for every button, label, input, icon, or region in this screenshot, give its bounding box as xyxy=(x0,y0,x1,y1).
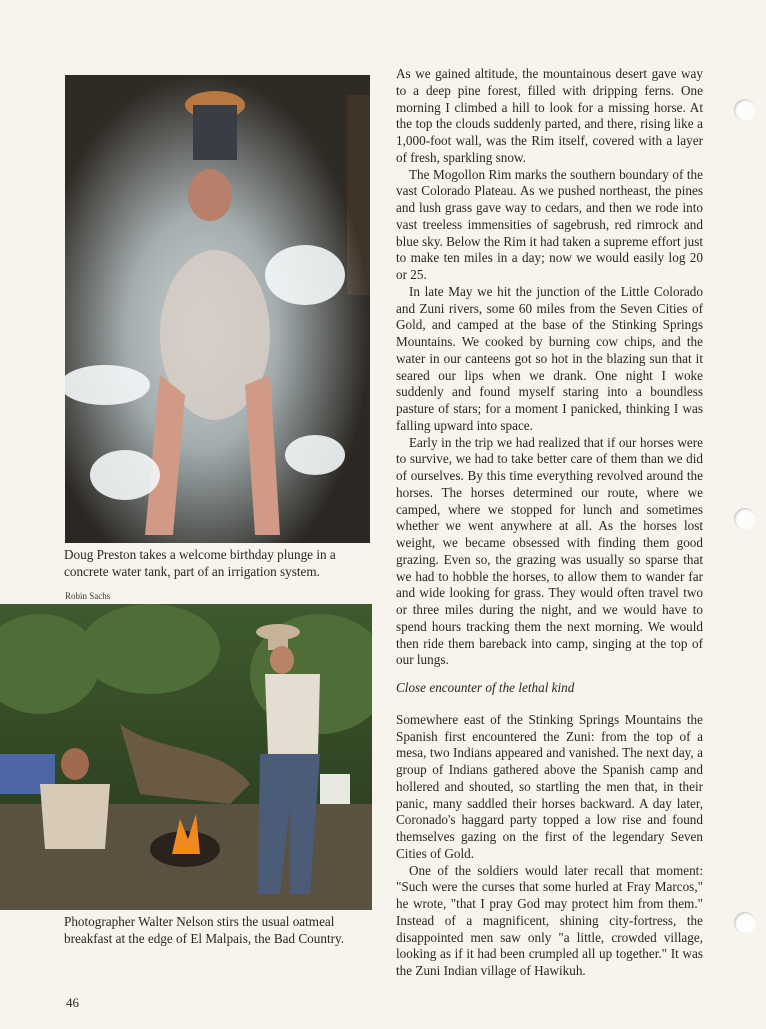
article-paragraph: In late May we hit the junction of the Little Colorado and Zuni rivers, some 60 miles from the Seven Cities of Gold, and camped at the base of the Stinking Springs Mountains. We cooked by burning cow chips, and the water in our canteens got so hot in the blazing sun that it seared our lips when we drank. One night I woke suddenly and found myself staring into a boundless pasture of stars; for a moment I panicked, thinking I was falling upward into space. xyxy=(396,283,703,433)
binder-hole xyxy=(734,508,756,530)
binder-hole xyxy=(734,912,756,934)
article-paragraph: As we gained altitude, the mountainous desert gave way to a deep pine forest, filled with dripping ferns. One morning I climbed a hill to look for a missing horse. At the top the clouds suddenly parted, and there, rising like a 1,000-foot wall, was the Rim itself, covered with a layer of fresh, sparkling snow. xyxy=(396,66,703,165)
binder-hole xyxy=(734,99,756,121)
article-paragraph: Somewhere east of the Stinking Springs Mountains the Spanish first encountered the Zuni: from the top of a mesa, two Indians appeared and vanished. The next day, a group of Indians gathered above the Spanish camp and hollered and shouted, so startling the men that, in their panic, many saddled their horses backward. A day later, Coronado's haggard party topped a low rise and found themselves gazing on the first of the legendary Seven Cities of Gold. xyxy=(396,711,703,861)
page-number: 46 xyxy=(66,995,79,1010)
photo-caption: Photographer Walter Nelson stirs the usual oatmeal breakfast at the edge of El Malpais, the Bad Country. xyxy=(64,914,345,946)
article-paragraph: One of the soldiers would later recall that moment: "Such were the curses that some hurled at Fray Marcos," he wrote, "that I pray God may protect him from them." Instead of a magnificent, shining city-fortress, the disappointed men saw only "a little, crowded village, looking as if it had been crumpled all up together." It was the Zuni Indian village of Hawikuh. xyxy=(396,862,703,978)
article-body xyxy=(396,66,703,980)
photo-water-tank-plunge xyxy=(65,75,370,543)
photo-campfire-breakfast xyxy=(0,604,372,910)
section-subheading: Close encounter of the lethal kind xyxy=(396,680,575,695)
photo-credit: Robin Sachs xyxy=(65,591,111,601)
article-paragraph: The Mogollon Rim marks the southern boundary of the vast Colorado Plateau. As we pushed northeast, the pines and lush grass gave way to cedars, and then we rode into vast treeless immensities of sagebrush, red rimrock and blue sky. Below the Rim it had taken a supreme effort just to make ten miles in a day; now we would easily log 20 or 25. xyxy=(396,166,703,282)
article-paragraph: Early in the trip we had realized that if our horses were to survive, we had to take better care of them than we did of ourselves. By this time everything revolved around the horses. The horses determined our route, where we camped, where we stopped for lunch and sometimes whether we went anywhere at all. As the horses lost weight, we became obsessed with finding them good grazing. Even so, the grazing was usually so sparse that we had to hobble the horses, to allow them to wander far and wide looking for grass. They would often travel two or three miles during the night, and we would have to spend hours tracking them the next morning. We would then ride them bareback into camp, singing at the top of our lungs. xyxy=(396,434,703,668)
photo-caption: Doug Preston takes a welcome birthday plunge in a concrete water tank, part of an irrigation system. xyxy=(64,547,336,579)
